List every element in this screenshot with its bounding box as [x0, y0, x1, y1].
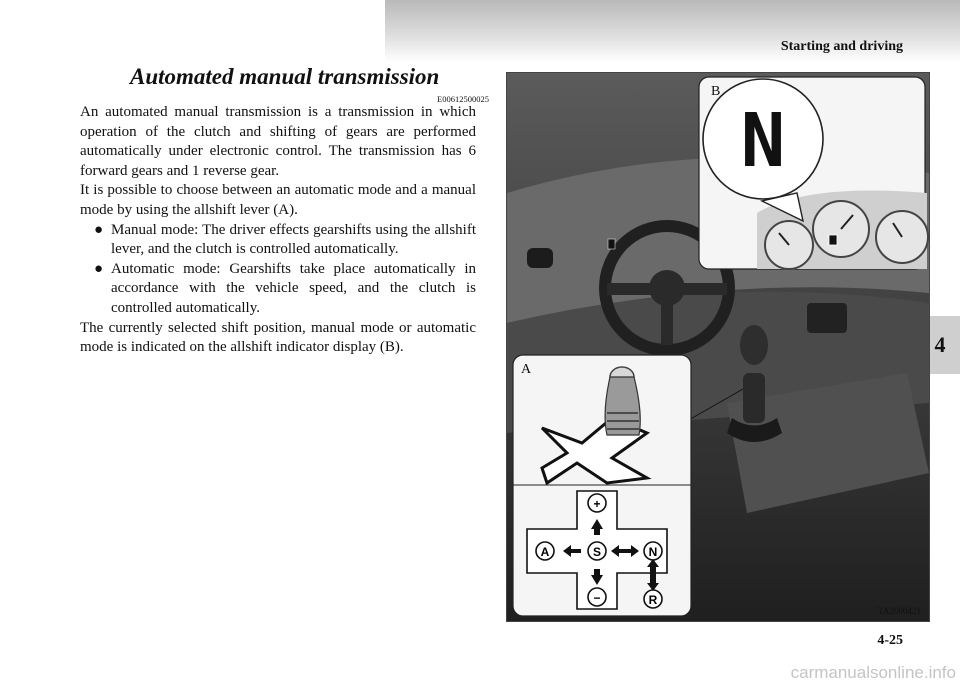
indicator-inset	[699, 77, 928, 269]
label-a: A	[521, 362, 532, 377]
body-text	[80, 103, 476, 358]
shift-lever-inset	[513, 355, 691, 616]
page-number: 4-25	[877, 633, 903, 648]
chapter-tab: 4	[920, 316, 960, 374]
watermark: carmanualsonline.info	[790, 663, 956, 682]
indicator-marker	[608, 239, 615, 249]
shift-neutral-label: N	[648, 545, 658, 559]
bullet-text: Manual mode: The driver effects gearshifts using the allshift lever, and the clutch is controlled automatically.	[111, 221, 476, 258]
bullet-item	[80, 260, 476, 319]
shift-plus-label: +	[593, 497, 601, 511]
center-console-panel	[807, 303, 847, 333]
page-title: Automated manual transmission	[130, 64, 440, 89]
shift-reverse-label: R	[648, 593, 658, 607]
doc-code: E00612500025	[437, 94, 489, 104]
indicator-display-letter: N	[740, 98, 786, 184]
shift-sequential-label: S	[592, 545, 602, 559]
paragraph: It is possible to choose between an automatic mode and a manual mode by using the allshift lever (A).	[80, 182, 476, 218]
paragraph: The currently selected shift position, manual mode or automatic mode is indicated on the allshift indicator display (B).	[80, 319, 476, 356]
bullet-item	[80, 221, 476, 260]
bullet-text: Automatic mode: Gearshifts take place automatically in accordance with the vehicle speed, and the clutch is controlled automatically.	[111, 260, 476, 316]
label-b: B	[711, 84, 721, 99]
shift-minus-label: −	[593, 591, 601, 605]
paragraph: An automated manual transmission is a transmission in which operation of the clutch and shifting of gears are performed automatically under electronic control. The transmission has 6 forward gears and 1 reverse gear.	[80, 104, 476, 179]
shift-auto-label: A	[540, 545, 550, 559]
air-vent-icon	[527, 248, 553, 268]
section-title: Starting and driving	[780, 39, 903, 54]
bullet-icon: ●	[94, 221, 104, 238]
bullet-icon: ●	[94, 260, 104, 277]
figure-code: TA2000421	[878, 606, 921, 616]
dashboard-figure	[506, 72, 930, 622]
